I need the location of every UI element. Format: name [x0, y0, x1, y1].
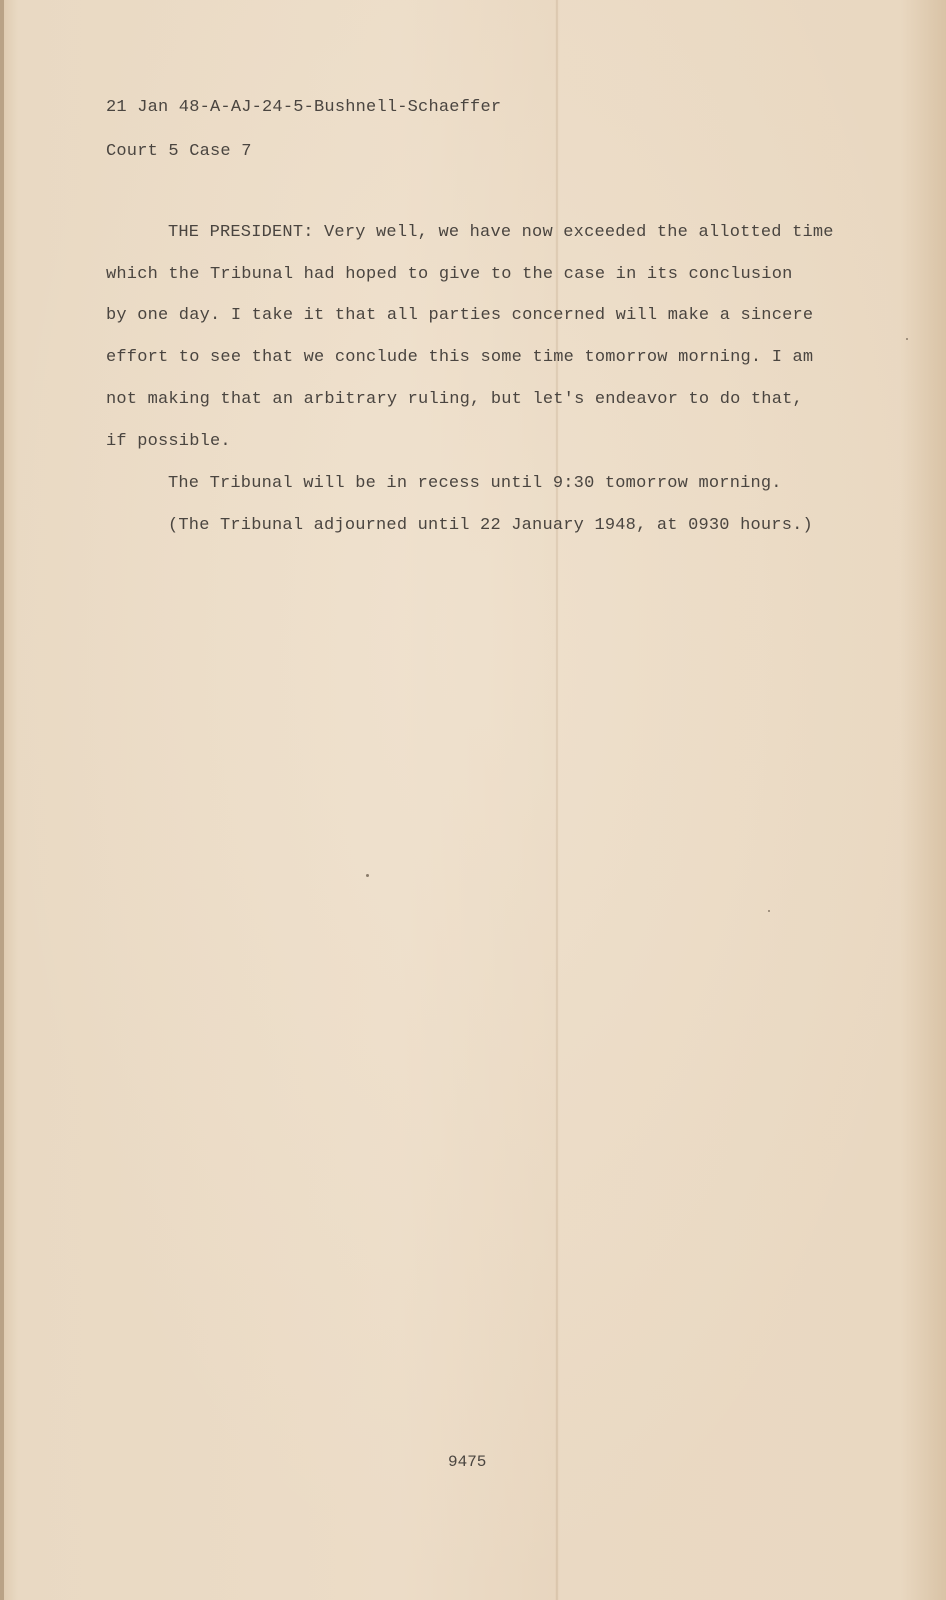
- transcript-line: which the Tribunal had hoped to give to the case in its conclusion: [106, 265, 793, 284]
- document-header: 21 Jan 48-A-AJ-24-5-Bushnell-Schaeffer: [106, 98, 502, 117]
- adjournment-note: (The Tribunal adjourned until 22 January 1948, at 0930 hours.): [168, 516, 813, 535]
- paper-speck: [768, 910, 770, 912]
- transcript-line: by one day. I take it that all parties concerned will make a sincere: [106, 306, 814, 325]
- court-case-line: Court 5 Case 7: [106, 142, 252, 161]
- paper-edge: [0, 0, 4, 1600]
- transcript-line: not making that an arbitrary ruling, but let's endeavor to do that,: [106, 390, 803, 409]
- transcript-line: if possible.: [106, 432, 231, 451]
- paper-speck: [906, 338, 908, 340]
- transcript-line: THE PRESIDENT: Very well, we have now exceeded the allotted time: [168, 223, 834, 242]
- recess-statement: The Tribunal will be in recess until 9:30 tomorrow morning.: [168, 474, 782, 493]
- paper-speck: [366, 874, 369, 877]
- transcript-line: effort to see that we conclude this some time tomorrow morning. I am: [106, 348, 814, 367]
- page-number: 9475: [448, 1453, 487, 1471]
